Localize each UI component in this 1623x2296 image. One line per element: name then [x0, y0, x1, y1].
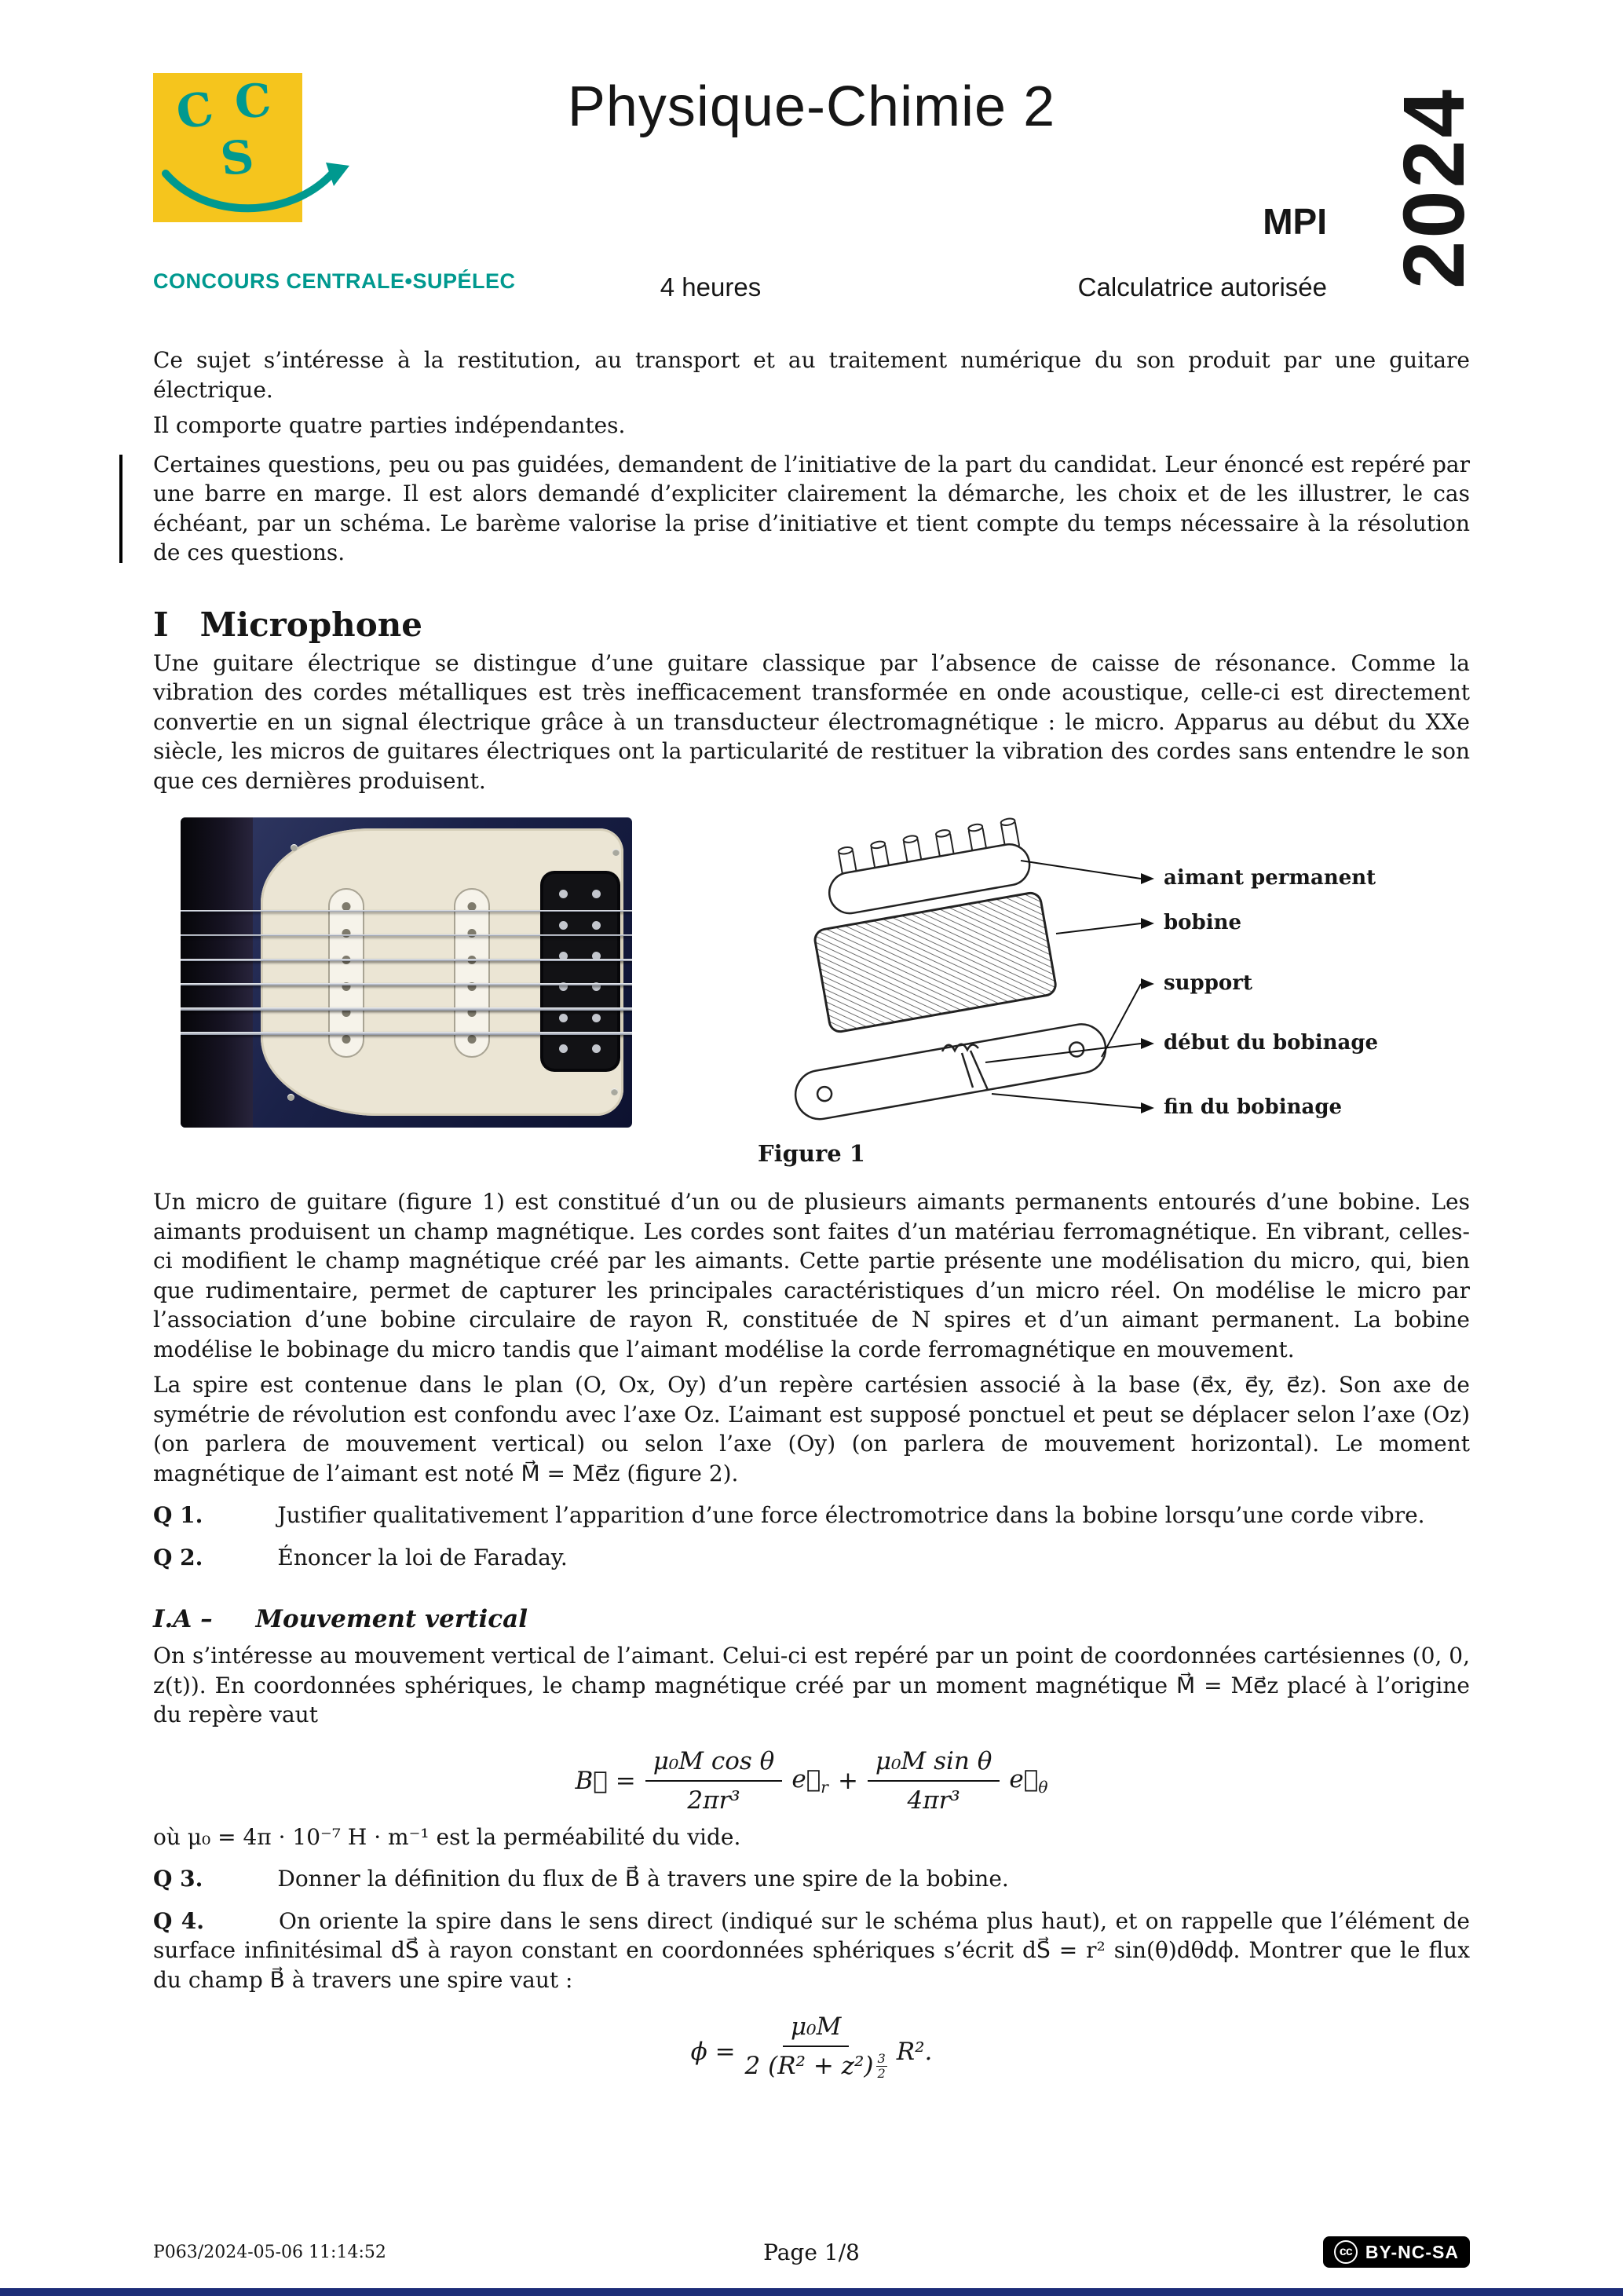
document-id: P063/2024-05-06 11:14:52: [153, 2242, 386, 2262]
question-4: [153, 1907, 1470, 1995]
label-support: support: [1164, 971, 1252, 996]
section-1-title: Microphone: [199, 605, 422, 644]
humbucker-pickup: [543, 874, 617, 1069]
vector-sub-theta: θ: [1038, 1778, 1048, 1797]
fraction: [645, 1747, 783, 1815]
question-1-label: Q 1.: [153, 1502, 203, 1529]
label-aimant-permanent: aimant permanent: [1164, 866, 1376, 890]
arrow-aimant: [1141, 873, 1154, 884]
footer: [153, 2236, 1470, 2268]
page-number: Page 1/8: [763, 2239, 860, 2265]
guitar-string: [181, 1032, 632, 1035]
label-bobine: bobine: [1164, 911, 1242, 935]
year-label: 2024: [1385, 87, 1482, 289]
formula-B-lhs: B⃗ =: [575, 1766, 636, 1795]
vector-e: e⃗: [1009, 1764, 1039, 1793]
arrow-bobine: [1141, 918, 1154, 929]
exponent-numerator: 3: [877, 2050, 886, 2066]
guitar-string: [181, 1007, 632, 1011]
formula-phi-lhs: ϕ =: [690, 2038, 736, 2067]
exponent-three-halves: [876, 2050, 887, 2082]
fraction: [745, 2013, 887, 2093]
question-3: [153, 1864, 1470, 1894]
unit-vector-r: [791, 1765, 828, 1797]
question-4-text: On oriente la spire dans le sens direct (indiqué sur le schéma plus haut), et on rappelle que l’élément de surface infinitésimal dS⃗ à rayon constant en coordonnées sphériques s’écrit dS⃗ = r² sin(θ)dθdϕ. Montrer que le flux du champ B⃗ à travers une spire vaut :: [153, 1907, 1470, 1993]
pole-piece: [592, 890, 601, 898]
question-1: [153, 1501, 1470, 1530]
label-debut-bobinage: début du bobinage: [1164, 1031, 1379, 1055]
question-3-text: Donner la définition du flux de B⃗ à travers une spire de la bobine.: [277, 1866, 1009, 1892]
logo-letter-c2: C: [232, 73, 273, 130]
intro-paragraph-1: Ce sujet s’intéresse à la restitution, au transport et au traitement numérique du son produit par une guitare électrique.: [153, 347, 1470, 403]
vector-sub-r: r: [821, 1778, 828, 1797]
paragraph-micro-description: Un micro de guitare (figure 1) est constitué d’un ou de plusieurs aimants permanents entourés d’une bobine. Les aimants produisent un champ magnétique. Les cordes sont faites d’un matériau ferromagnétique. En vibrant, celles-ci modifient le champ magnétique créé par les aimants. Cette partie présente une modélisation du micro, qui, bien que rudimentaire, permet de capturer les principales caractéristiques d’un micro réel. On modélise le micro par l’association d’une bobine circulaire de rayon R, constituée de N spires et d’un aimant permanent. La bobine modélise le bobinage du micro tandis que l’aimant modélise la corde ferromagnétique en mouvement.: [153, 1189, 1470, 1362]
formula-flux: [153, 2013, 1470, 2093]
pickup-poles: [592, 890, 601, 1053]
arrow-fin: [1141, 1102, 1154, 1113]
pole-piece: [559, 1014, 568, 1022]
section-1-intro: Une guitare électrique se distingue d’une guitare classique par l’absence de caisse de résonance. Comme la vibration des cordes métalliques est très inefficacement transformée en onde acoustique, celle-ci est directement convertie en un signal électrique grâce à un transducteur électromagnétique : le micro. Apparus au début du XXe siècle, les micros de guitares électriques ont la particularité de restituer la vibration des cordes sans entendre le son que ces dernières produisent.: [153, 649, 1470, 794]
fraction-denominator: 2πr³: [687, 1786, 740, 1815]
bottom-edge-strip: [0, 2288, 1623, 2296]
question-4-label: Q 4.: [153, 1907, 204, 1934]
pickup-diagram: [750, 817, 1474, 1128]
figure-1-caption: Figure 1: [758, 1140, 865, 1168]
logo-letter-s: S: [217, 129, 257, 187]
org-name: CONCOURS CENTRALE•SUPÉLEC: [153, 269, 516, 293]
figure-1: [153, 817, 1470, 1167]
duration-label: 4 heures: [660, 272, 762, 302]
plus-operator: +: [837, 1766, 858, 1795]
guitar-string: [181, 910, 632, 912]
formula-magnetic-field: [153, 1747, 1470, 1815]
guitar-string: [181, 983, 632, 985]
cc-license-badge: [1323, 2236, 1470, 2268]
section-1-heading: [153, 605, 1470, 644]
fraction-numerator: μ₀M sin θ: [868, 1747, 1000, 1782]
pole-piece: [342, 929, 351, 938]
section-IA-intro: On s’intéresse au mouvement vertical de l’aimant. Celui-ci est repéré par un point de coordonnées cartésiennes (0, 0, z(t)). En coordonnées sphériques, le champ magnétique créé par un moment magnétique M⃗ = Me⃗z placé à l’origine du repère vaut: [153, 1643, 1470, 1728]
pole-piece: [468, 1035, 477, 1044]
leader-fin: [992, 1094, 1141, 1108]
page-title: Physique-Chimie 2: [567, 75, 1056, 138]
cc-icon: cc: [1334, 2240, 1358, 2264]
pole-piece: [592, 1044, 601, 1053]
logo-letter-c1: C: [172, 81, 217, 141]
question-3-label: Q 3.: [153, 1866, 203, 1892]
initiative-margin-bar: [119, 455, 122, 563]
denominator-base: 2 (R² + z²): [744, 2051, 874, 2080]
leader-bobine: [1056, 923, 1141, 934]
question-2-text: Énoncer la loi de Faraday.: [277, 1544, 568, 1570]
arrow-debut: [1141, 1038, 1154, 1049]
pole-piece: [559, 1044, 568, 1053]
section-IA-number: I.A –: [153, 1605, 213, 1634]
permeability-line: où μ₀ = 4π · 10⁻⁷ H · m⁻¹ est la perméabilité du vide.: [153, 1823, 741, 1850]
guitar-string: [181, 959, 632, 961]
pickup-diagram-svg: [750, 817, 1474, 1128]
unit-vector-theta: [1009, 1765, 1047, 1797]
question-2: [153, 1543, 1470, 1573]
fraction-denominator: 4πr³: [907, 1786, 960, 1815]
guitar-neck: [181, 817, 253, 1128]
section-IA-title: Mouvement vertical: [255, 1605, 528, 1634]
calculator-label: Calculatrice autorisée: [1077, 272, 1327, 302]
leader-aimant: [1021, 861, 1141, 879]
section-IA-heading: [153, 1605, 1470, 1633]
pole-piece: [559, 921, 568, 930]
pickup-poles: [468, 902, 477, 1044]
section-1-number: I: [153, 605, 169, 644]
fraction-numerator: μ₀M cos θ: [645, 1747, 783, 1782]
formula-phi-tail: R².: [896, 2038, 933, 2067]
pole-piece: [342, 1035, 351, 1044]
logo-arrow-icon: [158, 152, 358, 226]
label-fin-bobinage: fin du bobinage: [1164, 1095, 1343, 1120]
question-2-label: Q 2.: [153, 1544, 203, 1570]
cc-license-text: BY-NC-SA: [1365, 2241, 1459, 2262]
track-label: MPI: [1263, 201, 1327, 242]
pickup-poles: [342, 902, 351, 1044]
intro-paragraph-2: Il comporte quatre parties indépendantes.: [153, 412, 626, 439]
pole-piece: [559, 890, 568, 898]
pole-piece: [592, 1014, 601, 1022]
pole-piece: [592, 921, 601, 930]
header: [153, 67, 1482, 302]
vector-e: e⃗: [791, 1764, 821, 1793]
fraction-numerator: μ₀M: [783, 2013, 849, 2047]
guitar-pickups-photo: [181, 817, 632, 1128]
support-plate: [791, 1021, 1109, 1124]
year-wrap: [1382, 60, 1486, 316]
arrow-support: [1141, 978, 1154, 989]
pickguard-screw: [287, 1094, 294, 1101]
figure-1-row: [153, 817, 1470, 1128]
fraction: [868, 1747, 1000, 1815]
fraction-denominator: [745, 2047, 887, 2093]
pickup-poles: [559, 890, 568, 1053]
paragraph-spire: La spire est contenue dans le plan (O, Ox, Oy) d’un repère cartésien associé à la base (e⃗x, e⃗y, e⃗z). Son axe de symétrie de révolution est confondu avec l’axe Oz. L’aimant est supposé ponctuel et peut se déplacer selon l’axe (Oz) (on parlera de mouvement vertical) ou selon l’axe (Oy) (on parlera de mouvement horizontal). Le moment magnétique de l’aimant est noté M⃗ = Me⃗z (figure 2).: [153, 1372, 1470, 1486]
guitar-string: [181, 934, 632, 936]
initiative-note: [153, 450, 1470, 568]
exponent-denominator: 2: [877, 2066, 886, 2082]
initiative-paragraph: Certaines questions, peu ou pas guidées, demandent de l’initiative de la part du candidat. Leur énoncé est repéré par une barre en marge. Il est alors demandé d’expliciter clairement la démarche, les choix et de les illustrer, le cas échéant, par un schéma. Le barème valorise la prise d’initiative et tient compte du temps nécessaire à la résolution de ces questions.: [153, 451, 1470, 566]
pole-piece: [468, 929, 477, 938]
question-1-text: Justifier qualitativement l’apparition d’une force électromotrice dans la bobine lorsqu’une corde vibre.: [277, 1502, 1425, 1529]
